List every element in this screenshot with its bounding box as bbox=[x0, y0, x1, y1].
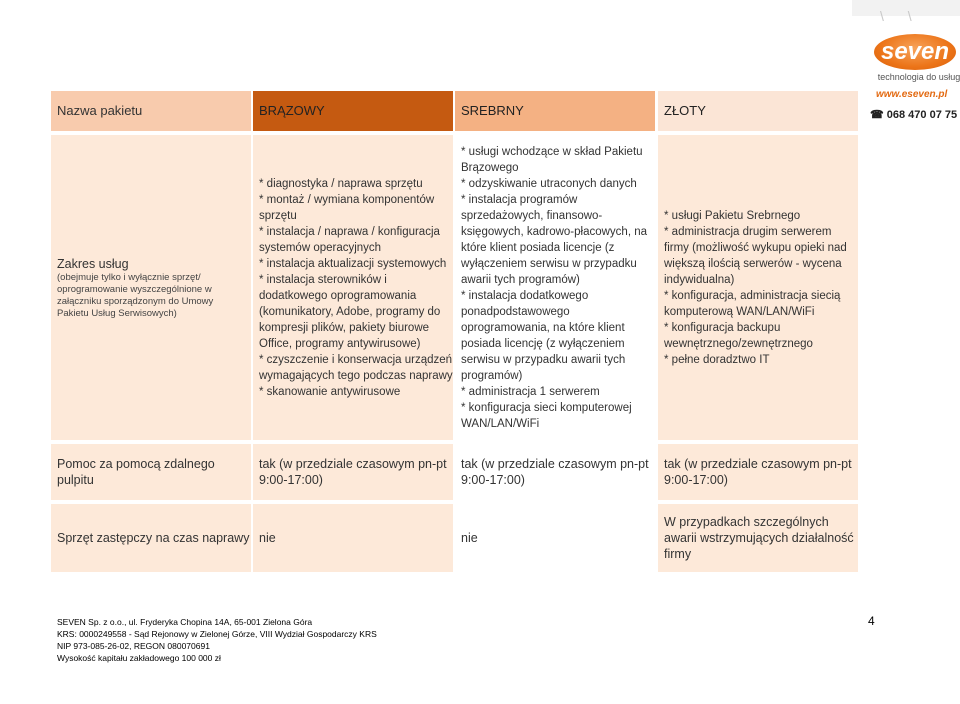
company-footer: SEVEN Sp. z o.o., ul. Fryderyka Chopina 14A, 65-001 Zielona Góra KRS: 0000249558 - Sąd Rejonowy w Zielonej Górze, VIII Wydział Gospodarczy KRS NIP 973-085-26-02, REGON 080070691 Wysokość kapitału zakładowego 100 000 zł bbox=[57, 617, 377, 663]
header-brazowy: BRĄZOWY bbox=[253, 91, 453, 131]
logo-tagline: technologia do usług bbox=[877, 72, 960, 82]
replacement-brazowy: nie bbox=[253, 504, 453, 572]
logo-phone bbox=[870, 108, 957, 121]
logo-brand: seven bbox=[874, 34, 956, 70]
row-replacement-label: Sprzęt zastępczy na czas naprawy bbox=[51, 504, 251, 572]
header-package-name: Nazwa pakietu bbox=[51, 91, 251, 131]
company-logo bbox=[852, 0, 960, 128]
header-srebrny: SREBRNY bbox=[455, 91, 655, 131]
scope-brazowy: * diagnostyka / naprawa sprzętu * montaż / wymiana komponentów sprzętu * instalacja / naprawa / konfiguracja systemów operacyjnych * instalacja aktualizacji systemowych * instalacja sterowników i dodatkowego oprogramowania (komunikatory, Adobe, programy do kompresji plików, pakiety biurowe Office, programy antywirusowe) * czyszczenie i konserwacja urządzeń wymagających tego podczas naprawy * skanowanie antywirusowe bbox=[253, 135, 453, 440]
remote-brazowy: tak (w przedziale czasowym pn-pt 9:00-17:00) bbox=[253, 444, 453, 500]
scope-srebrny: * usługi wchodzące w skład Pakietu Brązowego * odzyskiwanie utraconych danych * instalacja programów sprzedażowych, finansowo-księgowych, kadrowo-płacowych, na które klient posiada licencje (z wyłączeniem serwisu w przypadku awarii tych programów) * instalacja dodatkowego ponadpodstawowego oprogramowania, na które klient posiada licencję (z wyłączeniem serwisu w przypadku awarii tych programów) * administracja 1 serwerem * konfiguracja sieci komputerowej WAN/LAN/WiFi bbox=[455, 135, 655, 440]
logo-decoration: \ \ bbox=[880, 8, 922, 24]
remote-srebrny: tak (w przedziale czasowym pn-pt 9:00-17:00) bbox=[455, 444, 655, 500]
remote-zloty: tak (w przedziale czasowym pn-pt 9:00-17:00) bbox=[658, 444, 858, 500]
row-remote-label: Pomoc za pomocą zdalnego pulpitu bbox=[51, 444, 251, 500]
scope-subtitle: (obejmuje tylko i wyłącznie sprzęt/ oprogramowanie wyszczególnione w załączniku sporządzonym do Umowy Pakietu Usług Serwisowych) bbox=[57, 271, 214, 319]
phone-number: 068 470 07 75 bbox=[886, 109, 958, 121]
replacement-srebrny: nie bbox=[455, 504, 655, 572]
page-number: 4 bbox=[868, 614, 875, 628]
phone-icon: ☎ bbox=[870, 109, 887, 121]
replacement-zloty: W przypadkach szczególnych awarii wstrzymujących działalność firmy bbox=[658, 504, 858, 572]
header-zloty: ZŁOTY bbox=[658, 91, 858, 131]
scope-zloty: * usługi Pakietu Srebrnego * administracja drugim serwerem firmy (możliwość wykupu opieki nad większą ilością serwerów - wycena indywidualna) * konfiguracja, administracja siecią komputerową WAN/LAN/WiFi * konfiguracja backupu wewnętrznego/zewnętrznego * pełne doradztwo IT bbox=[658, 135, 858, 440]
row-scope-label bbox=[51, 135, 251, 440]
logo-website: www.eseven.pl bbox=[876, 89, 948, 100]
scope-title: Zakres usług bbox=[57, 256, 129, 271]
